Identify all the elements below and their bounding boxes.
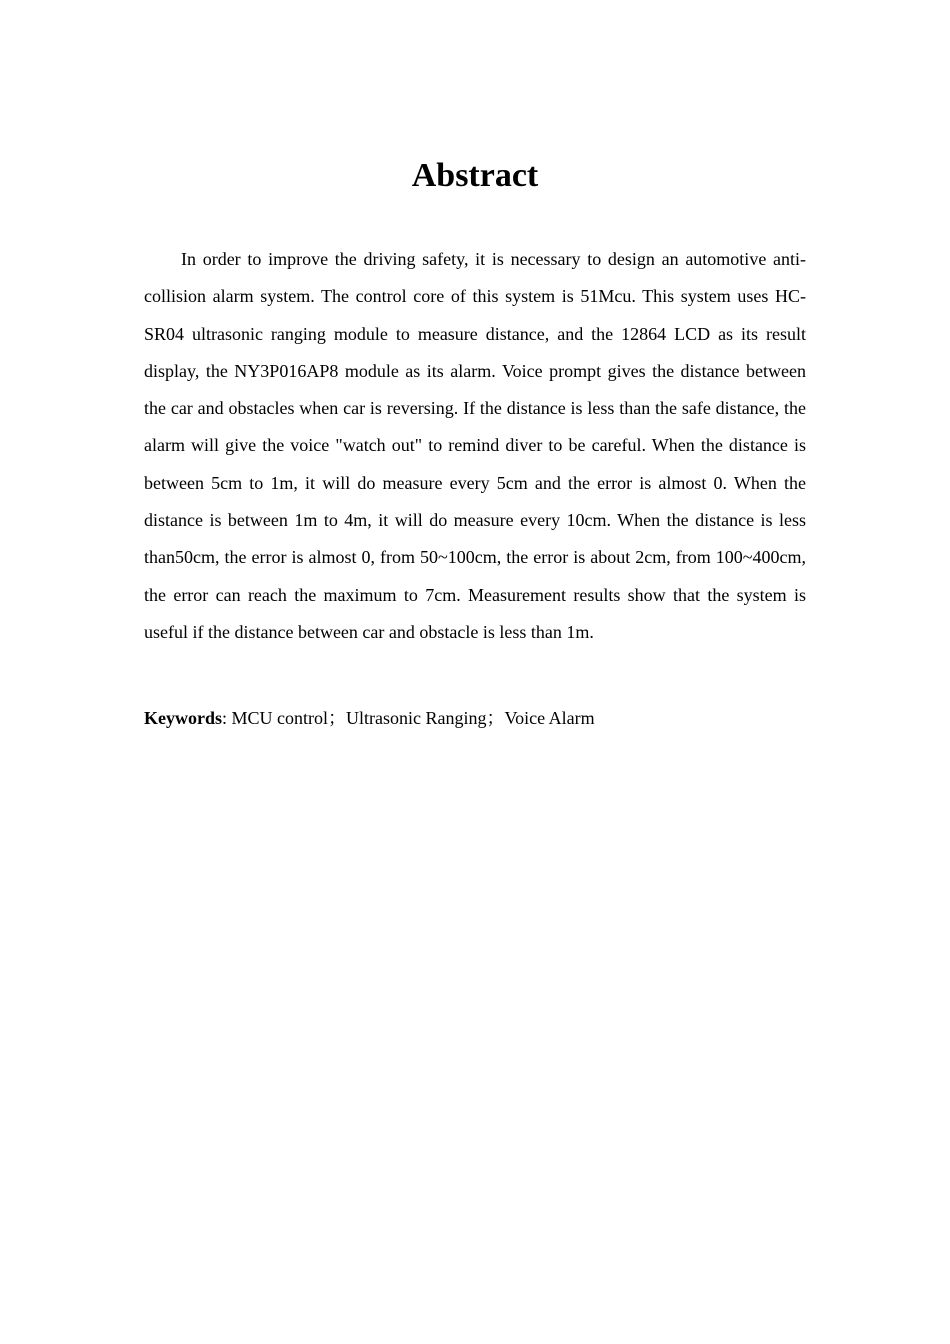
abstract-title: Abstract [411, 157, 539, 194]
keywords-label: Keywords [144, 708, 222, 728]
keywords-text: : MCU control；Ultrasonic Ranging；Voice Alarm [222, 708, 595, 728]
keywords-line [144, 704, 806, 732]
abstract-body: In order to improve the driving safety, it is necessary to design an automotive anti-collision alarm system. The control core of this system is 51Mcu. This system uses HC-SR04 ultrasonic ranging module to measure distance, and the 12864 LCD as its result display, the NY3P016AP8 module as its alarm. Voice prompt gives the distance between the car and obstacles when car is reversing. If the distance is less than the safe distance, the alarm will give the voice "watch out" to remind diver to be careful. When the distance is between 5cm to 1m, it will do measure every 5cm and the error is almost 0. When the distance is between 1m to 4m, it will do measure every 10cm. When the distance is less than50cm, the error is almost 0, from 50~100cm, the error is about 2cm, from 100~400cm, the error can reach the maximum to 7cm. Measurement results show that the system is useful if the distance between car and obstacle is less than 1m. [144, 249, 806, 642]
